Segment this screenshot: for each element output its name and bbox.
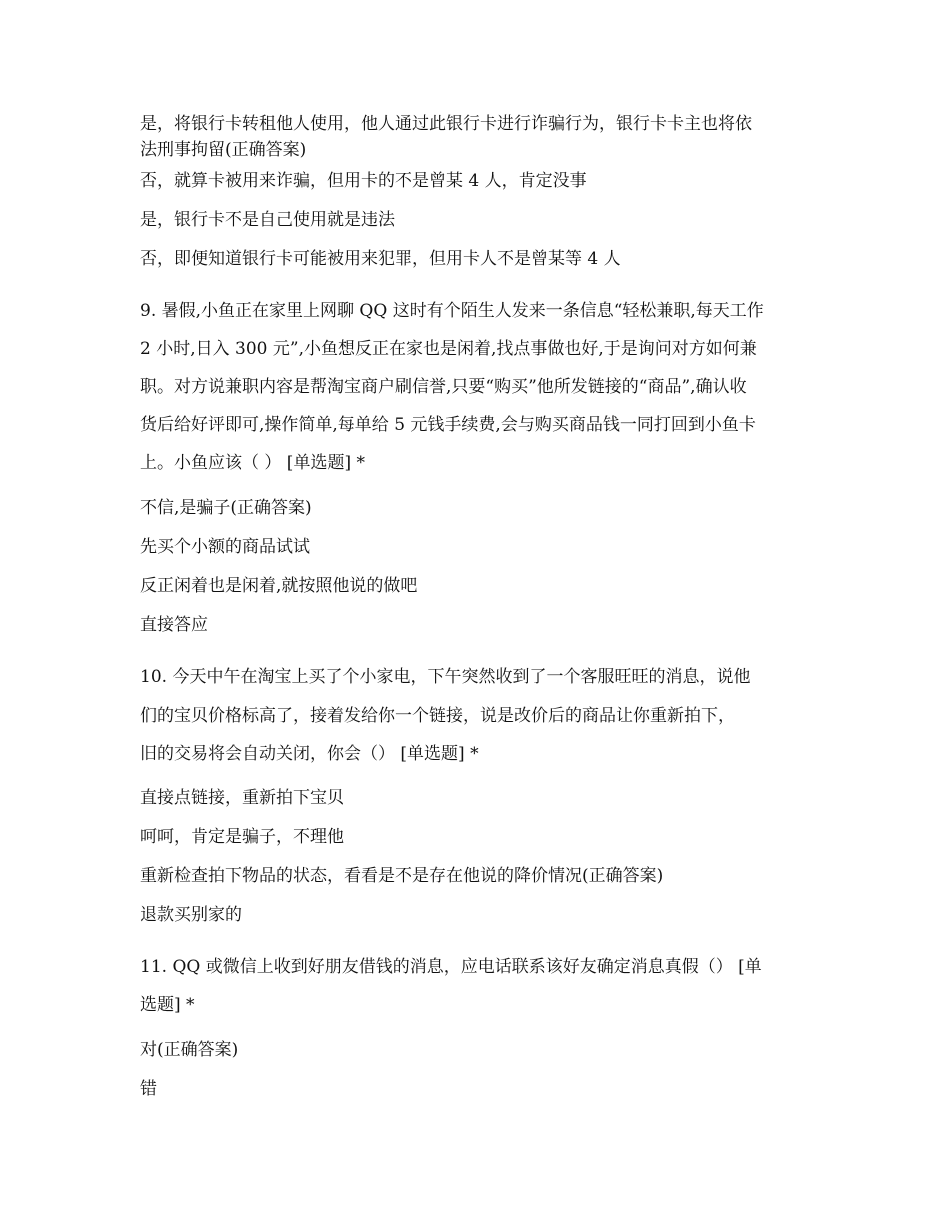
q9-option-a: 不信,是骗子(正确答案)	[140, 498, 312, 518]
q10-line-1: 10. 今天中午在淘宝上买了个小家电，下午突然收到了一个客服旺旺的消息，说他	[140, 667, 751, 687]
q9-line-3: 职。对方说兼职内容是帮淘宝商户刷信誉,只要“购买”他所发链接的“商品”,确认收	[140, 377, 747, 397]
q10-line-3: 旧的交易将会自动关闭，你会（） [单选题] *	[140, 744, 479, 764]
q8-option-c: 是，银行卡不是自己使用就是违法	[140, 210, 395, 230]
q11-line-1: 11. QQ 或微信上收到好朋友借钱的消息，应电话联系该好友确定消息真假（） [单	[140, 957, 762, 977]
q9-line-1: 9. 暑假,小鱼正在家里上网聊 QQ 这时有个陌生人发来一条信息“轻松兼职,每天工作	[140, 301, 764, 321]
q10-option-c: 重新检查拍下物品的状态，看看是不是存在他说的降价情况(正确答案)	[140, 866, 664, 886]
q11-option-a: 对(正确答案)	[140, 1040, 239, 1060]
q8-option-b: 否，就算卡被用来诈骗，但用卡的不是曾某 4 人，肯定没事	[140, 171, 587, 191]
q10-line-2: 们的宝贝价格标高了，接着发给你一个链接，说是改价后的商品让你重新拍下，	[140, 706, 735, 726]
q9-option-c: 反正闲着也是闲着,就按照他说的做吧	[140, 576, 418, 596]
q10-option-a: 直接点链接，重新拍下宝贝	[140, 788, 344, 808]
q8-option-a-line-2: 法刑事拘留(正确答案)	[140, 140, 307, 160]
q9-option-d: 直接答应	[140, 615, 208, 635]
q8-option-a-line-1: 是，将银行卡转租他人使用，他人通过此银行卡进行诈骗行为，银行卡卡主也将依	[140, 114, 752, 134]
q9-line-2: 2 小时,日入 300 元”,小鱼想反正在家也是闲着,找点事做也好,于是询问对方如何兼	[140, 339, 757, 359]
q9-line-4: 货后给好评即可,操作简单,每单给 5 元钱手续费,会与购买商品钱一同打回到小鱼卡	[140, 415, 756, 435]
q11-line-2: 选题] *	[140, 995, 195, 1015]
q9-option-b: 先买个小额的商品试试	[140, 537, 310, 557]
q8-option-d: 否，即便知道银行卡可能被用来犯罪，但用卡人不是曾某等 4 人	[140, 249, 621, 269]
q10-option-d: 退款买别家的	[140, 905, 242, 925]
q9-line-5: 上。小鱼应该（ ） [单选题] *	[140, 453, 365, 473]
q10-option-b: 呵呵，肯定是骗子，不理他	[140, 827, 344, 847]
q11-option-b: 错	[140, 1079, 157, 1099]
